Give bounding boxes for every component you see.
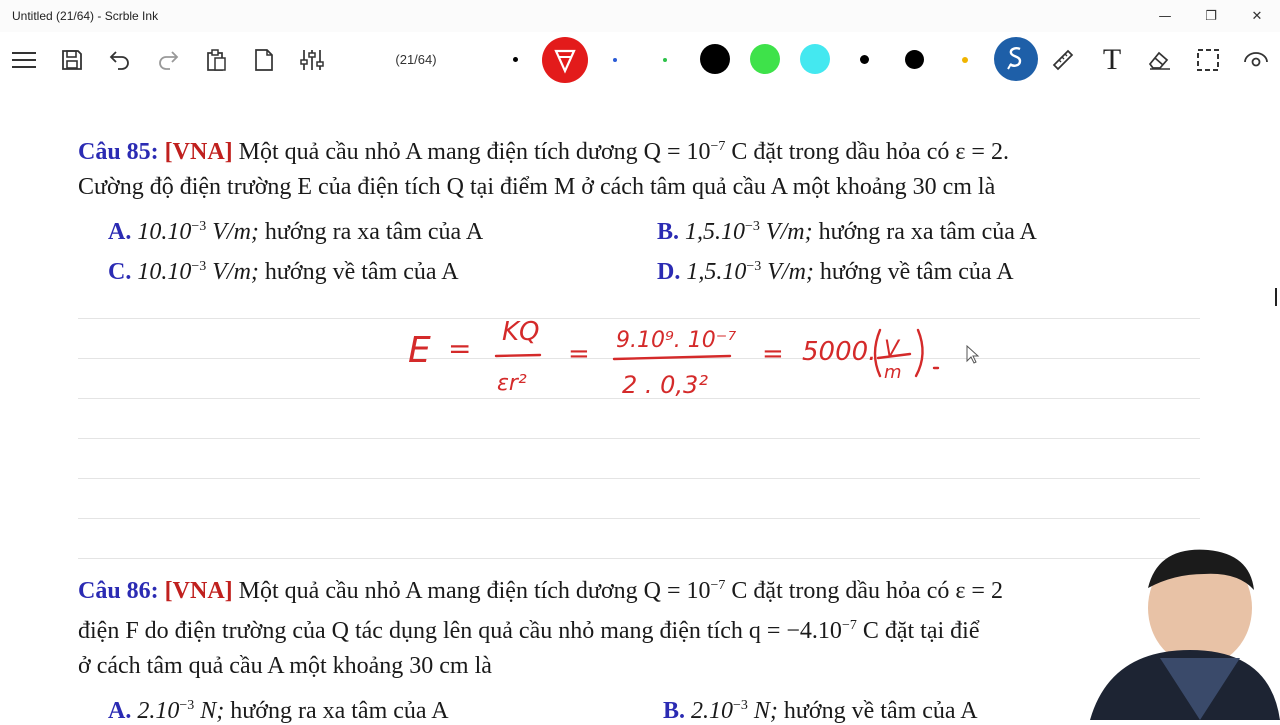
option-a[interactable]: A. $10.10^{-3}$ V/m; hướng ra xa tâm của A — [108, 219, 484, 245]
question-number: Câu 85: — [78, 139, 159, 165]
ink-lhs: E — [408, 330, 431, 371]
ink-paren-right — [916, 330, 923, 376]
question-85-line-2: Cường độ điện trường E của điện tích Q tại điểm M ở cách tâm quả cầu A một khoảng 30 cm là — [78, 174, 996, 200]
ink-unit-den: m — [884, 362, 902, 383]
option-b[interactable]: B. $2.10^{-3}$ N; hướng về tâm của A — [663, 698, 978, 724]
mouse-pointer-icon — [966, 345, 980, 370]
ink-result: 5000. — [802, 337, 877, 367]
minimize-button[interactable]: — — [1158, 8, 1172, 24]
question-86-line-1: Câu 86: [VNA] Một quả cầu nhỏ A mang điện tích dương $Q = 10^{-7}$ C đặt trong dầu hỏa có ε = 2 — [78, 578, 1003, 604]
ink-fraction-bar — [614, 356, 730, 359]
option-a[interactable]: A. $2.10^{-3}$ N; hướng ra xa tâm của A — [108, 698, 449, 724]
window-title: Untitled (21/64) - Scrble Ink — [12, 9, 159, 23]
ink-eq: = — [448, 332, 472, 365]
question-86-line-2: điện F do điện trường của Q tác dụng lên quả cầu nhỏ mang điện tích $q = -4.10^{-7}$ C đặt tại điể — [78, 618, 980, 644]
maximize-button[interactable]: ❐ — [1205, 8, 1217, 24]
option-d[interactable]: D. $1,5.10^{-3}$ V/m; hướng về tâm của A — [657, 259, 1014, 285]
option-b[interactable]: B. $1,5.10^{-3}$ V/m; hướng ra xa tâm của A — [657, 219, 1037, 245]
option-c[interactable]: C. $10.10^{-3}$ V/m; hướng về tâm của A — [108, 259, 459, 285]
question-tag: [VNA] — [164, 578, 233, 604]
ink-fraction-bar — [496, 355, 540, 356]
page-indicator: (21/64) — [395, 52, 437, 67]
question-86-line-3: ở cách tâm quả cầu A một khoảng 30 cm là — [78, 653, 492, 679]
close-button[interactable]: ✕ — [1251, 8, 1263, 24]
ink-frac2-den: 2 . 0,3² — [622, 371, 708, 399]
ink-eq-3: = — [762, 339, 784, 369]
question-number: Câu 86: — [78, 578, 159, 604]
ink-frac2-num: 9.10⁹. 10⁻⁷ — [616, 328, 737, 353]
question-85-line-1: Câu 85: [VNA] Một quả cầu nhỏ A mang điện tích dương $Q = 10^{-7}$ C đặt trong dầu hỏa có ε = 2. — [78, 139, 1009, 165]
ink-frac1-num: KQ — [502, 317, 540, 347]
ink-unit-num: V — [884, 337, 900, 362]
question-tag: [VNA] — [164, 139, 233, 165]
scrollbar-thumb[interactable] — [1275, 288, 1277, 306]
text-icon[interactable]: T — [1102, 43, 1122, 76]
ink-eq-2: = — [568, 339, 590, 369]
presenter-webcam — [1080, 548, 1280, 725]
ink-frac1-den: εr² — [497, 371, 527, 396]
